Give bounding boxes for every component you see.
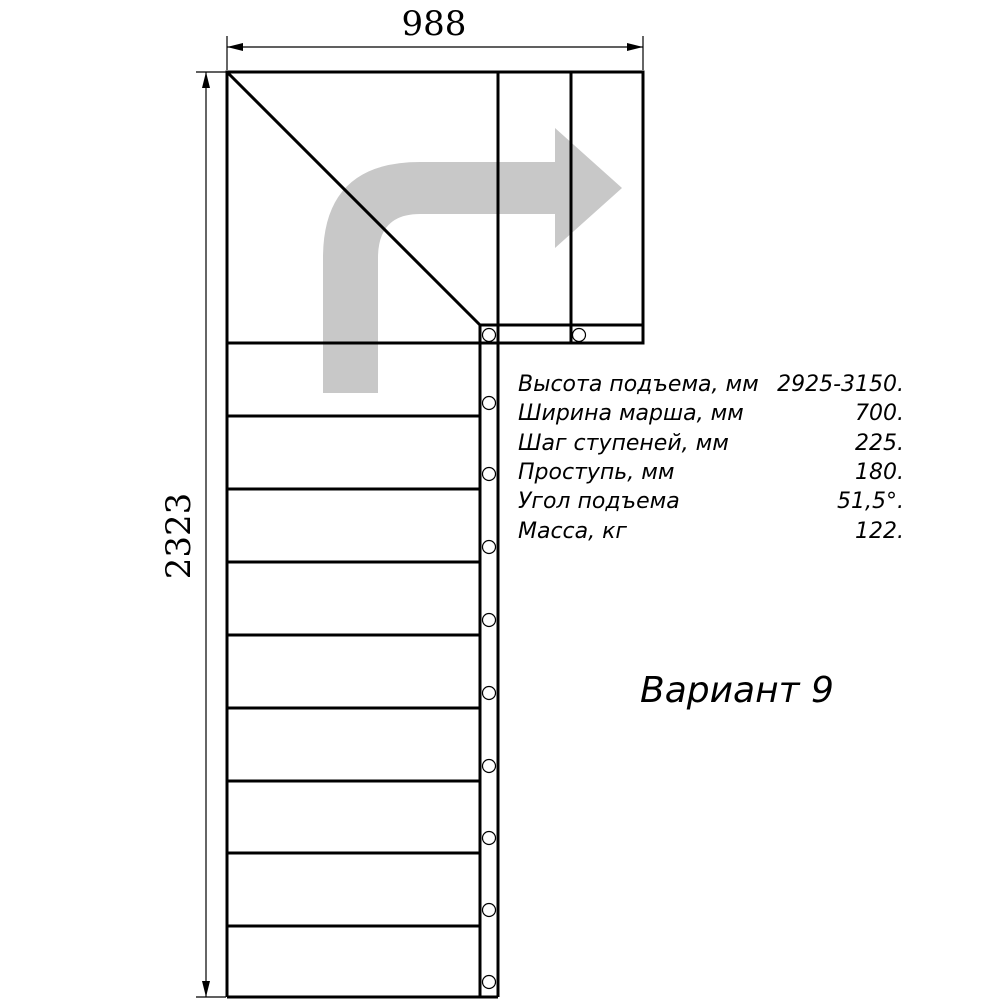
- spec-label: Масса, кг: [518, 518, 627, 544]
- baluster-post-icon: [483, 832, 496, 845]
- baluster-post-icon: [483, 468, 496, 481]
- spec-row: [518, 519, 904, 548]
- spec-value: 2925-3150.: [777, 372, 904, 397]
- spec-label: Ширина марша, мм: [518, 401, 744, 427]
- baluster-post-icon: [483, 541, 496, 554]
- baluster-post-icon: [483, 904, 496, 917]
- spec-value: 700.: [855, 401, 904, 427]
- spec-row: [518, 431, 904, 460]
- height-dimension-label: 2323: [159, 492, 199, 580]
- spec-label: Угол подъема: [518, 489, 680, 515]
- width-dimension-label: 988: [401, 4, 467, 44]
- spec-row: [518, 401, 904, 430]
- baluster-post-icon: [483, 614, 496, 627]
- spec-value: 225.: [855, 430, 904, 456]
- baluster-post-icon: [483, 329, 496, 342]
- spec-label: Шаг ступеней, мм: [518, 430, 729, 456]
- baluster-post-icon: [483, 760, 496, 773]
- spec-row: [518, 372, 904, 401]
- spec-value: 180.: [855, 459, 904, 485]
- direction-arrow-icon: [323, 128, 622, 393]
- step-treads: [227, 416, 480, 926]
- variant-title: Вариант 9: [640, 670, 834, 711]
- baluster-post-icon: [483, 397, 496, 410]
- spec-row: [518, 489, 904, 518]
- spec-row: [518, 460, 904, 489]
- spec-value: 51,5°.: [837, 489, 904, 515]
- baluster-post-icon: [483, 687, 496, 700]
- height-dimension: [196, 72, 226, 997]
- spec-label: Высота подъема, мм: [518, 372, 759, 397]
- main-flight-outline: [227, 325, 498, 997]
- spec-label: Проступь, мм: [518, 459, 675, 485]
- baluster-post-icon: [483, 976, 496, 989]
- baluster-post-icon: [573, 329, 586, 342]
- spec-value: 122.: [855, 518, 904, 544]
